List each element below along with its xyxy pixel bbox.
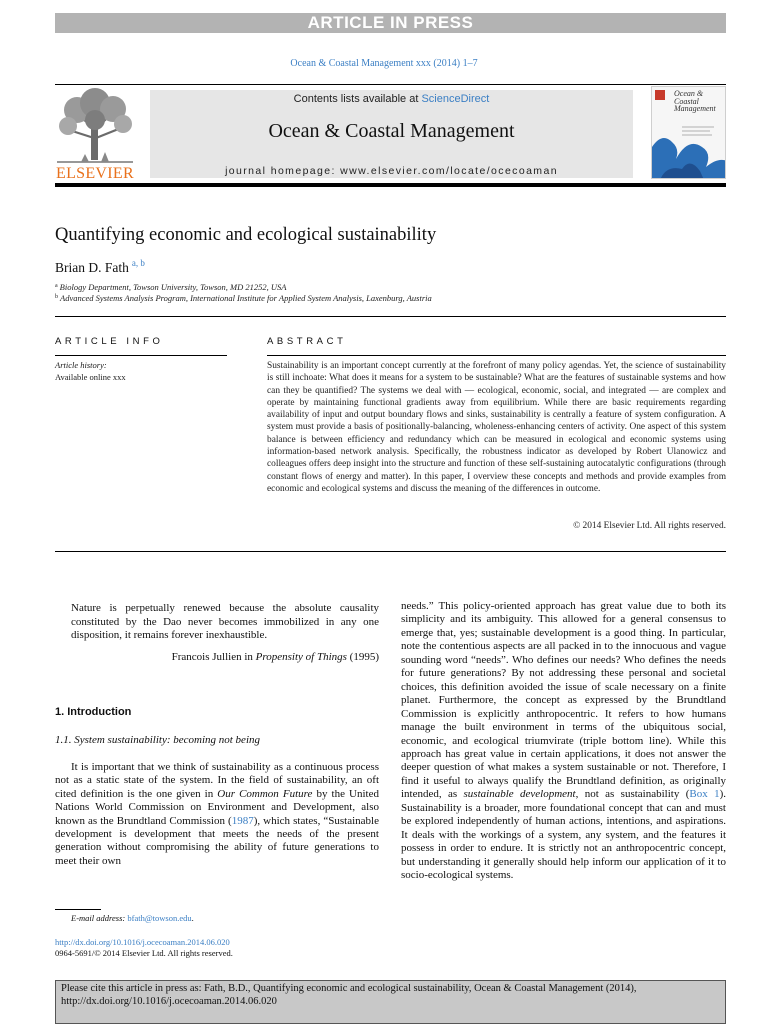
header-bottom-rule <box>55 183 726 187</box>
citation-box: Please cite this article in press as: Fath, B.D., Quantifying economic and ecological sustainability, Ocean & Coastal Management (2014), http://dx.doi.org/10.1016/j.ocecoaman.2014.06.020 <box>55 980 726 1024</box>
epigraph-source: Francois Jullien in Propensity of Things (1995) <box>171 651 379 663</box>
journal-name: Ocean & Coastal Management <box>268 120 515 142</box>
footnote-rule <box>55 909 101 910</box>
abstract-heading: ABSTRACT <box>267 336 347 347</box>
article-info-rule <box>55 355 227 356</box>
article-history-label: Article history: <box>55 360 107 370</box>
doi-link[interactable]: http://dx.doi.org/10.1016/j.ocecoaman.2014.06.020 <box>55 937 230 947</box>
author-line <box>55 258 145 276</box>
author-name[interactable]: Brian D. Fath <box>55 260 129 275</box>
article-title: Quantifying economic and ecological sustainability <box>55 225 437 245</box>
elsevier-wordmark: ELSEVIER <box>56 165 134 182</box>
issn-line: 0964-5691/© 2014 Elsevier Ltd. All rights reserved. <box>55 948 233 958</box>
affiliation-b: $^b$ Advanced Systems Analysis Program, International Institute for Applied System Analysis, Laxenburg, Austria <box>55 293 432 303</box>
body-text-right-column: needs.” This policy-oriented approach has great value due to both its simplicity and its ambiguity. This allowed for a general consensus to emerge that, yes; sustainable development is a good thing. In particular, note the contentious aspects are all packed in to the innocuous and vague sounding word “needs”. Who defines our needs? Who defines the needs for future generations? By not addressing these personal and societal choices, this definition avoided the issue of scale necessary on a finite planet. Furthermore, the concept as expressed by the Brundtland Commission is explicitly anthropocentric. It refers to how humans manage the built environment in terms of the ubiquitous social, economic, and ecological triumvirate (triple bottom line). While this approach has great value in certain applications, it does not answer the deeper question of what makes a system sustainable or not. Therefore, I find it useful to always qualify the Brundtland definition, as originally intended, as sustainable development, not as sustainability (Box 1). Sustainability is a broader, more foundational concept that can and must be explored independently of human actions, intentions, and aspirations. It deals with the workings of a system, any system, and the features it possess in order to endure. It is strictly not an anthropocentric concept, but understanding it generally should help inform our application of it to socio-ecological systems. <box>401 600 727 882</box>
box-1-link[interactable]: Box 1 <box>689 788 720 801</box>
author-email-link[interactable]: bfath@towson.edu <box>127 913 192 923</box>
body-text-left-column: It is important that we think of sustainability as a continuous process not as a static state of the system. In the field of sustainability, an oft cited definition is the one given in Our Common Future by the United Nations World Commission on Environment and Development, also known as the Brundtland Commission (1987), which states, “Sustainable development is development that meets the needs of the present generation without compromising the ability of future generations to meet their own <box>55 761 379 867</box>
sciencedirect-link[interactable]: ScienceDirect <box>421 93 490 105</box>
reference-link-1987[interactable]: 1987 <box>231 814 254 827</box>
article-info-heading: ARTICLE INFO <box>55 336 164 347</box>
affiliation-a: $^a$ Biology Department, Towson University, Towson, MD 21252, USA <box>55 282 287 292</box>
footnote-email: E-mail address: bfath@towson.edu. <box>71 913 194 923</box>
abstract-end-rule <box>55 551 726 552</box>
epigraph-quote: Nature is perpetually renewed because the absolute causality constituted by the Dao never becomes immobilized in any one disposition, it remains forever inexhaustible. <box>71 602 379 642</box>
cover-title-text: Ocean & Coastal Management <box>674 89 716 113</box>
abstract-text: Sustainability is an important concept currently at the forefront of many policy agendas. Yet, the science of sustainability is still inchoate: What does it means for a system to be sustainable? What are the features of sustainable systems and how can they be quantified? The systems we deal with — ecological, economic, social, and integrated — are complex and operate by maintaining functional gradients away from equilibrium. While there are basic requirements regarding availability of input and output boundary flows and sinks, sustainability is centrally a feature of system configuration. A system must provide a basis of positionally-balancing, wholeness-enhancing centers of activity. One aspect of this system balance is between efficiency and redundancy which can be measured in ecological and economic systems using information-based network analysis. Specifically, the robustness indicator as developed by Robert Ulanowicz and colleagues offers deep insight into the structure and function of these self-sustaining autocatalytic configurations (through constant flows of energy and matter). In this paper, I overview these concepts and methods and provide examples from economic and ecological systems and discuss the meaning of the differences in outcome. <box>267 361 726 494</box>
contents-available-line: Contents lists available at ScienceDirect <box>293 93 490 105</box>
article-in-press-banner: ARTICLE IN PRESS <box>55 13 726 33</box>
section-1-heading: 1. Introduction <box>55 706 132 718</box>
affiliation-rule <box>55 316 726 317</box>
journal-cover-thumbnail <box>651 86 726 179</box>
header-top-rule <box>55 84 726 85</box>
abstract-rule <box>267 355 726 356</box>
abstract-copyright: © 2014 Elsevier Ltd. All rights reserved. <box>573 521 726 531</box>
author-affiliation-marks[interactable]: a, b <box>131 258 145 268</box>
journal-reference-link[interactable]: Ocean & Coastal Management xxx (2014) 1–7 <box>290 58 478 69</box>
article-history-value: Available online xxx <box>55 372 126 382</box>
subsection-1-1-heading: 1.1. System sustainability: becoming not being <box>55 734 260 746</box>
journal-homepage-line[interactable]: journal homepage: www.elsevier.com/locate/ocecoaman <box>225 165 558 177</box>
